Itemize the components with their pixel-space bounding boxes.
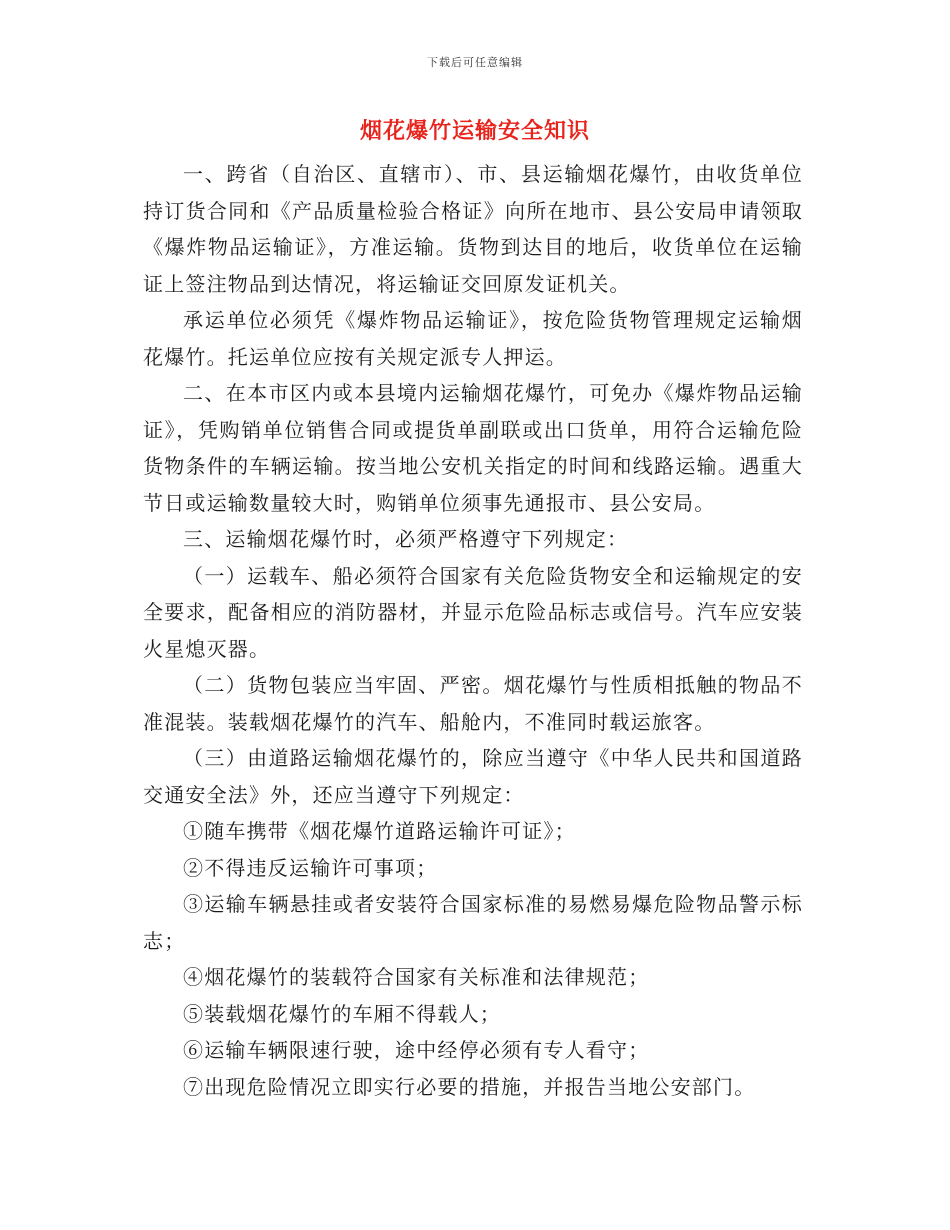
header-note: 下载后可任意编辑 <box>427 56 523 69</box>
paragraph-7: （三）由道路运输烟花爆竹的，除应当遵守《中华人民共和国道路交通安全法》外，还应当遵守下列规定： <box>143 746 803 807</box>
list-item-6: ⑥运输车辆限速行驶，途中经停必须有专人看守； <box>183 1038 650 1062</box>
paragraph-2: 承运单位必须凭《爆炸物品运输证》，按危险货物管理规定运输烟花爆竹。托运单位应按有关规定派专人押运。 <box>143 308 803 369</box>
paragraph-1: 一、跨省（自治区、直辖市）、市、县运输烟花爆竹，由收货单位持订货合同和《产品质量检验合格证》向所在地市、县公安局申请领取《爆炸物品运输证》，方准运输。货物到达目的地后，收货单位在运输证上签注物品到达情况，将运输证交回原发证机关。 <box>143 162 803 296</box>
list-item-2: ②不得违反运输许可事项； <box>183 855 438 880</box>
list-item-7: ⑦出现危险情况立即实行必要的措施，并报告当地公安部门。 <box>183 1074 756 1099</box>
list-item-4: ④烟花爆竹的装载符合国家有关标准和法律规范； <box>183 965 650 989</box>
paragraph-4: 三、运输烟花爆竹时，必须严格遵守下列规定： <box>183 527 629 551</box>
list-item-5: ⑤装载烟花爆竹的车厢不得载人； <box>183 1001 501 1026</box>
paragraph-6: （二）货物包装应当牢固、严密。烟花爆竹与性质相抵触的物品不准混装。装载烟花爆竹的汽车、船舱内，不准同时载运旅客。 <box>143 673 803 734</box>
document-title: 烟花爆竹运输安全知识 <box>359 118 590 144</box>
paragraph-3: 二、在本市区内或本县境内运输烟花爆竹，可免办《爆炸物品运输证》，凭购销单位销售合同或提货单副联或出口货单，用符合运输危险货物条件的车辆运输。按当地公安机关指定的时间和线路运输。遇重大节日或运输数量较大时，购销单位须事先通报市、县公安局。 <box>143 381 803 515</box>
document-body <box>143 156 803 1105</box>
list-item-1: ①随车携带《烟花爆竹道路运输许可证》； <box>183 819 576 843</box>
paragraph-5: （一）运载车、船必须符合国家有关危险货物安全和运输规定的安全要求，配备相应的消防器材，并显示危险品标志或信号。汽车应安装火星熄灭器。 <box>143 563 803 661</box>
list-item-3: ③运输车辆悬挂或者安装符合国家标准的易燃易爆危险物品警示标志； <box>143 892 803 953</box>
